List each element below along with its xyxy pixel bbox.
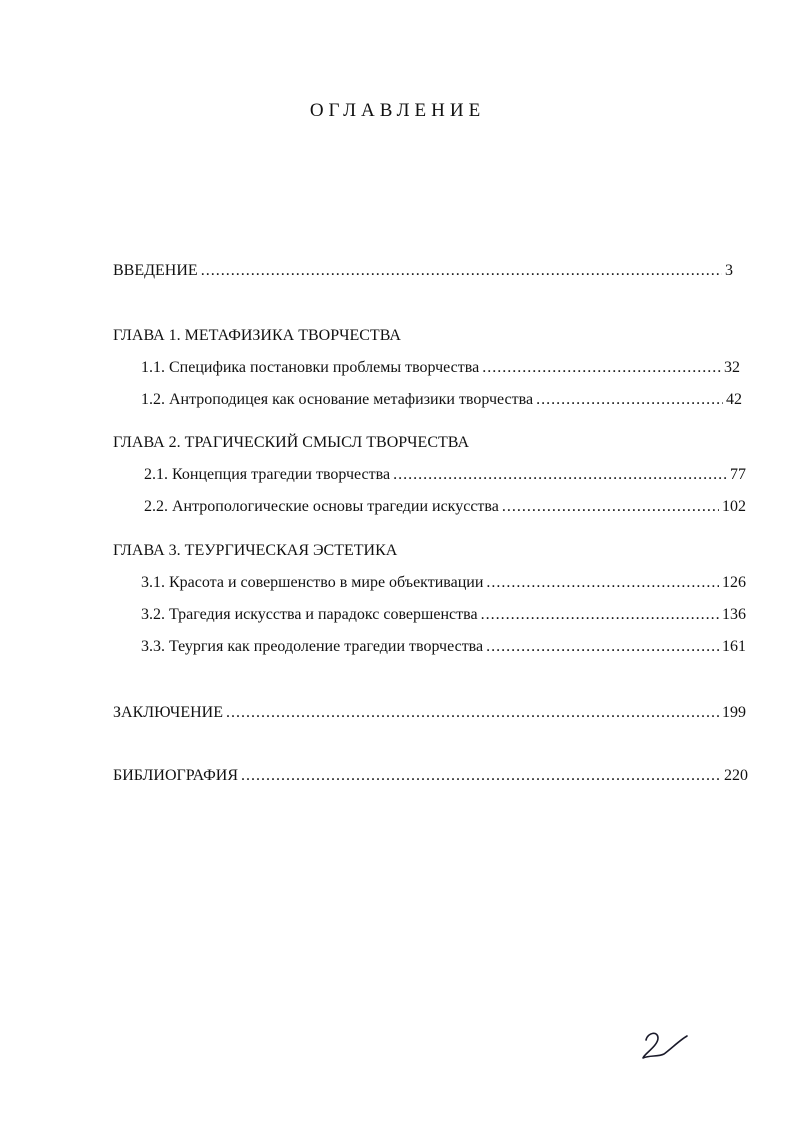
toc-entry-page: 126 (722, 574, 746, 591)
toc-entry-label: ЗАКЛЮЧЕНИЕ (113, 704, 223, 721)
toc-entry (144, 465, 746, 485)
leader-dots (482, 358, 721, 378)
toc-entry-label: 1.1. Специфика постановки проблемы творчества (141, 359, 480, 376)
chapter-heading: ГЛАВА 2. ТРАГИЧЕСКИЙ СМЫСЛ ТВОРЧЕСТВА (113, 434, 469, 451)
toc-entry-page: 3 (725, 262, 733, 279)
leader-dots (502, 497, 719, 517)
leader-dots (393, 465, 727, 485)
chapter-heading: ГЛАВА 3. ТЕУРГИЧЕСКАЯ ЭСТЕТИКА (113, 542, 398, 559)
toc-entry-page: 42 (726, 391, 742, 408)
toc-entry (144, 497, 746, 517)
toc-entry-label: 1.2. Антроподицея как основание метафизики творчества (141, 391, 534, 408)
toc-entry-bibliography (113, 766, 748, 786)
toc-entry (141, 390, 742, 410)
toc-entry-label: ВВЕДЕНИЕ (113, 262, 198, 279)
leader-dots (241, 766, 721, 786)
toc-entry (141, 637, 746, 657)
toc-entry-label: 2.2. Антропологические основы трагедии искусства (144, 498, 499, 515)
handwritten-page-number (640, 1028, 690, 1064)
toc-entry-page: 161 (722, 638, 746, 655)
toc-entry-page: 102 (722, 498, 746, 515)
toc-entry-label: 3.1. Красота и совершенство в мире объективации (141, 574, 484, 591)
toc-entry-label: 3.2. Трагедия искусства и парадокс совершенства (141, 606, 478, 623)
toc-entry-page: 32 (724, 359, 740, 376)
leader-dots (536, 390, 723, 410)
toc-entry-label: БИБЛИОГРАФИЯ (113, 767, 239, 784)
toc-entry-page: 199 (722, 704, 746, 721)
toc-entry-conclusion (113, 703, 746, 723)
page-title: ОГЛАВЛЕНИЕ (309, 100, 486, 121)
toc-entry-intro (113, 261, 733, 281)
toc-entry-page: 77 (730, 466, 746, 483)
toc-entry (141, 573, 746, 593)
toc-entry-label: 3.3. Теургия как преодоление трагедии творчества (141, 638, 484, 655)
leader-dots (201, 261, 722, 281)
toc-entry (141, 358, 740, 378)
toc-entry-page: 136 (722, 606, 746, 623)
toc-entry (141, 605, 746, 625)
leader-dots (486, 573, 719, 593)
chapter-heading: ГЛАВА 1. МЕТАФИЗИКА ТВОРЧЕСТВА (113, 327, 401, 344)
toc-entry-label: 2.1. Концепция трагедии творчества (144, 466, 391, 483)
leader-dots (486, 637, 719, 657)
leader-dots (481, 605, 719, 625)
toc-entry-page: 220 (724, 767, 748, 784)
leader-dots (226, 703, 719, 723)
